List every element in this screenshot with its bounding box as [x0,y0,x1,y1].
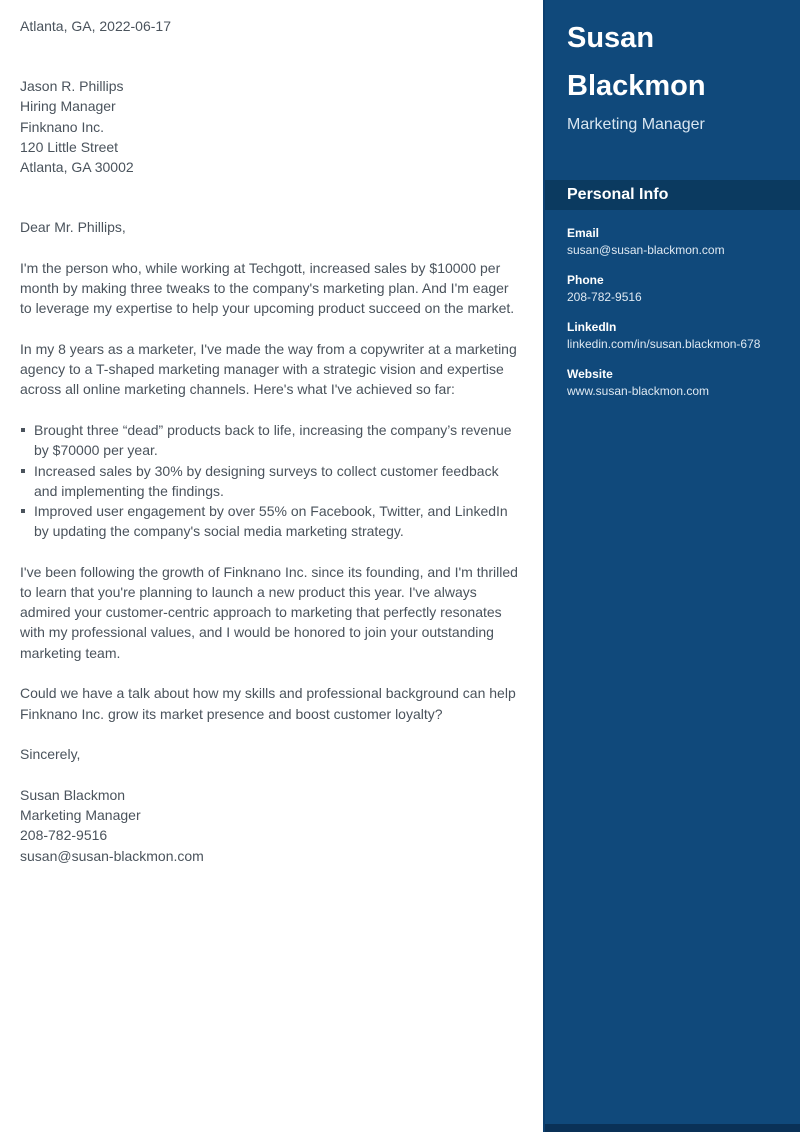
linkedin-value: linkedin.com/in/susan.blackmon-678 [567,337,761,351]
website-value: www.susan-blackmon.com [567,384,710,398]
phone-label: Phone [567,273,604,287]
sidebar [543,0,800,1132]
achievement-item: Increased sales by 30% by designing surveys to collect customer feedback and implementing the findings. [20,461,523,501]
achievement-item: Improved user engagement by over 55% on Facebook, Twitter, and LinkedIn by updating the company's social media marketing strategy. [20,501,523,541]
paragraph-motivation: I've been following the growth of Finknano Inc. since its founding, and I'm thrilled to learn that you're planning to launch a new product this year. I've always admired your customer-centric approach to marketing that perfectly resonates with my professional values, and I would be honored to join your outstanding marketing team. [20,563,518,661]
recipient-block [20,76,523,177]
signature-phone: 208-782-9516 [20,827,108,844]
recipient-title: Hiring Manager [20,98,116,115]
contact-entry-website [567,367,780,399]
signature-email: susan@susan-blackmon.com [20,847,204,864]
recipient-company: Finknano Inc. [20,118,105,135]
candidate-name [567,14,780,110]
linkedin-label: LinkedIn [567,320,617,334]
contact-entry-email [567,226,780,258]
achievements-list [20,420,523,541]
candidate-last-name: Blackmon [567,70,706,102]
salutation: Dear Mr. Phillips, [20,219,126,236]
email-value: susan@susan-blackmon.com [567,243,725,257]
date-line: Atlanta, GA, 2022-06-17 [20,18,171,34]
phone-value: 208-782-9516 [567,290,642,304]
contact-entry-linkedin [567,320,780,352]
email-label: Email [567,226,600,240]
closing: Sincerely, [20,746,81,763]
website-label: Website [567,367,613,381]
candidate-first-name: Susan [567,22,655,54]
personal-info-heading: Personal Info [545,180,800,210]
signature-name: Susan Blackmon [20,786,126,803]
achievement-item: Brought three “dead” products back to life, increasing the company’s revenue by $70000 per year. [20,420,523,460]
paragraph-experience: In my 8 years as a marketer, I've made the way from a copywriter at a marketing agency to a T-shaped marketing manager with a strategic vision and expertise across all online marketing channels. Here's what I've achieved so far: [20,341,517,398]
recipient-street: 120 Little Street [20,138,119,155]
recipient-city: Atlanta, GA 30002 [20,159,134,176]
signature-title: Marketing Manager [20,807,141,824]
sidebar-bottom-strip [545,1124,800,1132]
paragraph-call-to-action: Could we have a talk about how my skills and professional background can help Finknano Inc. grow its market presence and boost customer loyalty? [20,685,516,722]
candidate-job-title: Marketing Manager [567,116,705,133]
contact-entry-phone [567,273,780,305]
signature-block [20,785,523,866]
recipient-name: Jason R. Phillips [20,78,124,95]
paragraph-intro: I'm the person who, while working at Techgott, increased sales by $10000 per month by making three tweaks to the company's marketing plan. And I'm eager to leverage my expertise to help your upcoming product succeed on the market. [20,259,515,317]
